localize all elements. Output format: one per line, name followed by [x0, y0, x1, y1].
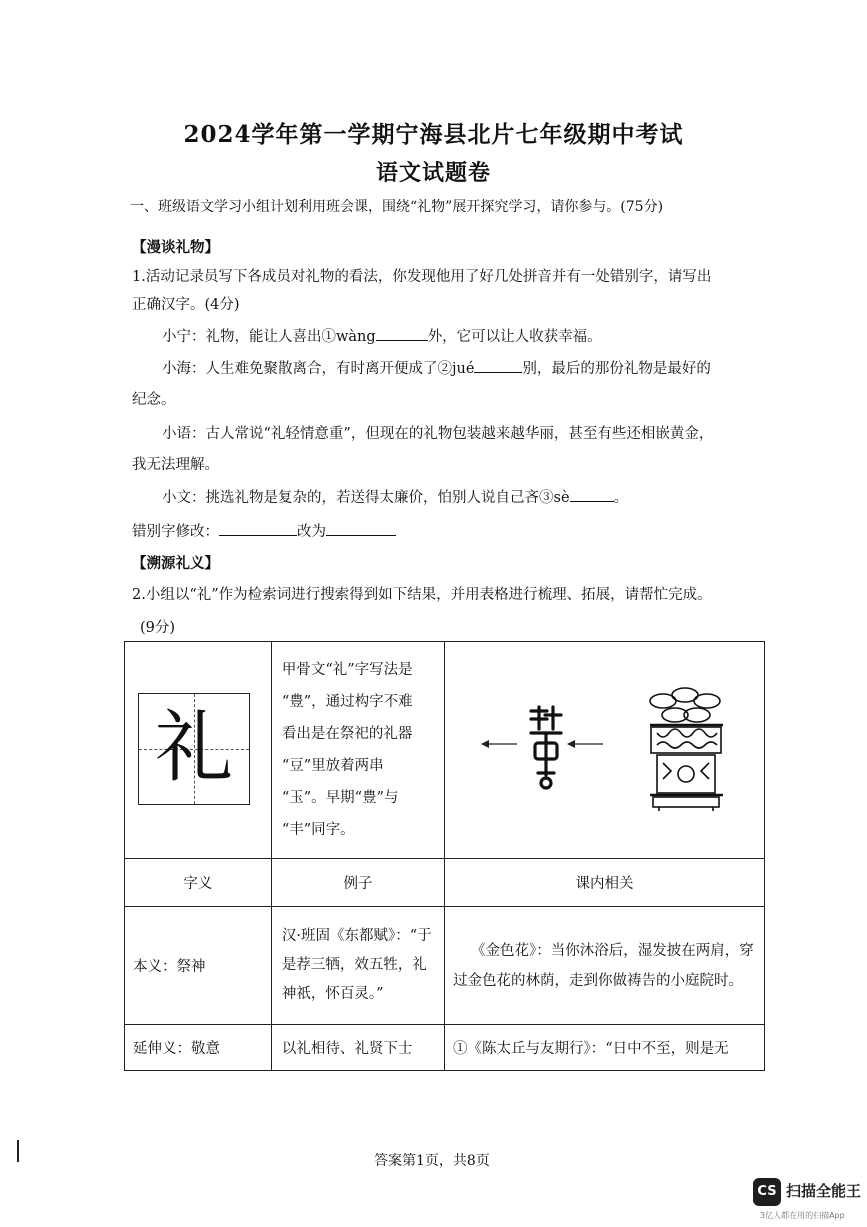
- row1-related: [445, 907, 765, 1025]
- big-li-character: 礼: [154, 703, 233, 793]
- answer-blank-3[interactable]: [570, 487, 614, 502]
- right-char-blank[interactable]: [326, 521, 396, 536]
- row2-example: 以礼相待、礼贤下士: [271, 1025, 444, 1071]
- xiaoning-line: [162, 325, 602, 346]
- q2-text-line1: 2.小组以“礼”作为检索词进行搜索得到如下结果，并用表格进行梳理、拓展，请帮忙完成。: [132, 587, 712, 603]
- correction-label: 错别字修改：: [132, 524, 219, 540]
- row1-example: [271, 907, 444, 1025]
- correction-mid: 改为: [297, 524, 326, 540]
- wrong-char-blank[interactable]: [219, 521, 297, 536]
- xiaohai-text-b: 别，最后的那份礼物是最好的: [522, 361, 711, 377]
- xiaohai-line2: 纪念。: [132, 392, 176, 408]
- row1-example-line: 是荐三牺，效五牲，礼: [281, 957, 427, 973]
- xiaowen-text-b: 。: [613, 490, 629, 506]
- explain-line: “豆”里放着两串: [281, 758, 384, 774]
- xiaohai-text-a: 小海：人生难免聚散离合，有时离开便成了②jué: [162, 361, 475, 377]
- row1-example-line: 汉·班固《东都赋》：“于: [281, 928, 432, 944]
- xiaohai-line: [162, 357, 711, 378]
- xiaoyu-line: 小语：古人常说“礼轻情意重”，但现在的礼物包装越来越华丽，甚至有些还相嵌黄金，: [162, 426, 714, 442]
- explain-line: 甲骨文“礼”字写法是: [281, 662, 413, 678]
- camscanner-logo-icon: CS: [753, 1178, 781, 1206]
- evolution-cell: [445, 642, 765, 859]
- answer-blank-2[interactable]: [474, 358, 522, 373]
- header-example: 例子: [271, 859, 444, 907]
- camscanner-tagline: 3亿人都在用的扫描App: [760, 1211, 845, 1220]
- q1-text-line1: 1.活动记录员写下各成员对礼物的看法，你发现他用了好几处拼音并有一处错别字，请写出: [132, 269, 712, 285]
- exam-subtitle: 语文试题卷: [375, 160, 491, 186]
- oracle-bone-li-icon: [531, 707, 561, 788]
- row1-example-line: 神祇，怀百灵。”: [281, 986, 384, 1002]
- arrow-head-2: [567, 740, 575, 748]
- xiaowen-line: [162, 486, 628, 507]
- xiaowen-text-a: 小文：挑选礼物是复杂的，若送得太廉价，怕别人说自己吝③sè: [162, 490, 570, 506]
- header-related: 课内相关: [445, 859, 765, 907]
- correction-line: [132, 520, 396, 541]
- xiaoning-text-a: 小宁：礼物，能让人喜出①wàng: [162, 329, 376, 345]
- answer-blank-1[interactable]: [376, 326, 428, 341]
- xiaoyu-line2: 我无法理解。: [132, 457, 219, 473]
- part2-heading: 【溯源礼义】: [132, 555, 219, 572]
- row1-related-line: 《金色花》：当你沐浴后，湿发披在两肩，穿: [471, 942, 754, 959]
- explain-line: “豊”，通过构字不难: [281, 694, 413, 710]
- arrow-head-1: [481, 740, 489, 748]
- tianzige-grid: [138, 693, 250, 805]
- row2-related: ①《陈太丘与友期行》：“日中不至，则是无: [445, 1025, 765, 1071]
- section-heading: 一、班级语文学习小组计划利用班会课，围绕“礼物”展开探究学习，请你参与。(75分): [130, 199, 664, 215]
- row1-related-line: 过金色花的林荫，走到你做祷告的小庭院时。: [453, 972, 744, 989]
- bronze-vessel-icon: [650, 688, 723, 811]
- explain-line: “丰”同字。: [281, 822, 355, 838]
- explain-cell: [271, 642, 444, 859]
- exam-title: 2024学年第一学期宁海县北片七年级期中考试: [183, 121, 684, 148]
- page-footer: 答案第1页，共8页: [374, 1153, 490, 1169]
- part1-heading: 【漫谈礼物】: [132, 239, 219, 256]
- row2-meaning: 延伸义：敬意: [125, 1025, 272, 1071]
- row1-meaning: 本义：祭神: [125, 907, 272, 1025]
- header-meaning: 字义: [125, 859, 272, 907]
- q2-text-line2: (9分): [140, 620, 176, 636]
- scan-edge-mark: [17, 1140, 19, 1162]
- camscanner-name: 扫描全能王: [786, 1182, 862, 1200]
- xiaoning-text-b: 外，它可以让人收获幸福。: [427, 329, 602, 345]
- explain-line: “玉”。早期“豊”与: [281, 790, 399, 806]
- character-evolution-illustration: [445, 643, 762, 858]
- explain-line: 看出是在祭祀的礼器: [281, 726, 413, 742]
- q1-text-line2: 正确汉字。(4分): [132, 297, 240, 313]
